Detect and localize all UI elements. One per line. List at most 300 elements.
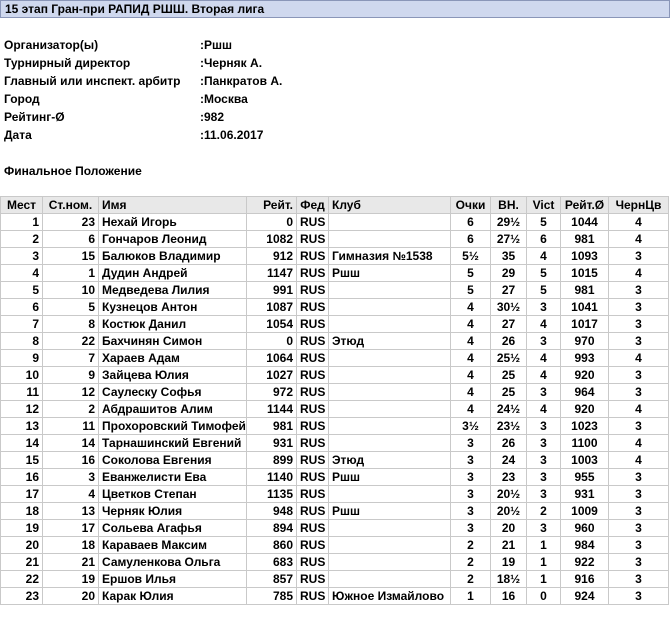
col-victories-cell: 3 — [527, 452, 561, 469]
col-rating-cell: 1147 — [247, 265, 297, 282]
col-black-games-cell: 3 — [609, 469, 669, 486]
col-club-cell — [329, 520, 451, 537]
info-row-rating — [4, 108, 282, 126]
col-black-games-cell: 3 — [609, 282, 669, 299]
col-name-cell: Караваев Максим — [99, 537, 247, 554]
col-rating-cell: 1144 — [247, 401, 297, 418]
col-victories-cell: 3 — [527, 333, 561, 350]
header-col-club: Клуб — [329, 197, 451, 214]
col-federation-cell: RUS — [297, 401, 329, 418]
col-rating-cell: 0 — [247, 333, 297, 350]
col-place-cell: 16 — [1, 469, 43, 486]
col-avg-rating-cell: 964 — [561, 384, 609, 401]
col-place-cell: 21 — [1, 554, 43, 571]
header-col-start-number: Ст.ном. — [43, 197, 99, 214]
info-label: Организатор(ы) — [4, 38, 99, 52]
table-row — [1, 588, 669, 605]
col-start-number-cell: 4 — [43, 486, 99, 503]
col-rating-cell: 899 — [247, 452, 297, 469]
col-points-cell: 3 — [451, 435, 491, 452]
col-avg-rating-cell: 924 — [561, 588, 609, 605]
col-federation-cell: RUS — [297, 367, 329, 384]
col-victories-cell: 3 — [527, 486, 561, 503]
col-black-games-cell: 4 — [609, 452, 669, 469]
col-place-cell: 18 — [1, 503, 43, 520]
table-row — [1, 265, 669, 282]
col-start-number-cell: 17 — [43, 520, 99, 537]
col-points-cell: 5 — [451, 265, 491, 282]
col-points-cell: 6 — [451, 231, 491, 248]
table-row — [1, 520, 669, 537]
col-place-cell: 14 — [1, 435, 43, 452]
col-name-cell: Самуленкова Ольга — [99, 554, 247, 571]
col-club-cell — [329, 367, 451, 384]
col-victories-cell: 5 — [527, 265, 561, 282]
col-victories-cell: 6 — [527, 231, 561, 248]
col-name-cell: Бахчинян Симон — [99, 333, 247, 350]
table-row — [1, 299, 669, 316]
col-avg-rating-cell: 1017 — [561, 316, 609, 333]
col-black-games-cell: 3 — [609, 316, 669, 333]
col-club-cell — [329, 316, 451, 333]
col-avg-rating-cell: 1044 — [561, 214, 609, 231]
col-rating-cell: 1135 — [247, 486, 297, 503]
col-black-games-cell: 3 — [609, 520, 669, 537]
col-club-cell: Этюд — [329, 452, 451, 469]
table-body — [1, 214, 669, 605]
col-start-number-cell: 8 — [43, 316, 99, 333]
col-avg-rating-cell: 931 — [561, 486, 609, 503]
col-victories-cell: 3 — [527, 384, 561, 401]
header-col-victories: Vict — [527, 197, 561, 214]
col-club-cell — [329, 401, 451, 418]
info-row-organizer — [4, 36, 282, 54]
col-federation-cell: RUS — [297, 384, 329, 401]
col-place-cell: 3 — [1, 248, 43, 265]
col-black-games-cell: 4 — [609, 214, 669, 231]
col-rating-cell: 683 — [247, 554, 297, 571]
col-place-cell: 7 — [1, 316, 43, 333]
col-federation-cell: RUS — [297, 282, 329, 299]
col-points-cell: 1 — [451, 588, 491, 605]
col-buchholz-cell: 20½ — [491, 503, 527, 520]
col-victories-cell: 0 — [527, 588, 561, 605]
col-federation-cell: RUS — [297, 214, 329, 231]
col-place-cell: 5 — [1, 282, 43, 299]
col-black-games-cell: 4 — [609, 231, 669, 248]
col-federation-cell: RUS — [297, 418, 329, 435]
col-buchholz-cell: 19 — [491, 554, 527, 571]
col-victories-cell: 1 — [527, 571, 561, 588]
col-buchholz-cell: 25 — [491, 367, 527, 384]
col-federation-cell: RUS — [297, 503, 329, 520]
info-label: Главный или инспект. арбитр — [4, 74, 181, 88]
col-name-cell: Прохоровский Тимофей — [99, 418, 247, 435]
col-black-games-cell: 3 — [609, 418, 669, 435]
col-federation-cell: RUS — [297, 486, 329, 503]
col-victories-cell: 3 — [527, 469, 561, 486]
col-black-games-cell: 3 — [609, 537, 669, 554]
col-name-cell: Соколова Евгения — [99, 452, 247, 469]
col-victories-cell: 4 — [527, 316, 561, 333]
info-separator: : — [200, 128, 204, 142]
col-start-number-cell: 13 — [43, 503, 99, 520]
col-avg-rating-cell: 920 — [561, 401, 609, 418]
header-col-buchholz: ВН. — [491, 197, 527, 214]
col-rating-cell: 1082 — [247, 231, 297, 248]
info-value: Ршш — [204, 38, 233, 52]
col-name-cell: Черняк Юлия — [99, 503, 247, 520]
col-black-games-cell: 3 — [609, 299, 669, 316]
col-avg-rating-cell: 960 — [561, 520, 609, 537]
col-avg-rating-cell: 1023 — [561, 418, 609, 435]
col-avg-rating-cell: 955 — [561, 469, 609, 486]
col-victories-cell: 4 — [527, 367, 561, 384]
col-black-games-cell: 3 — [609, 503, 669, 520]
col-start-number-cell: 19 — [43, 571, 99, 588]
table-row — [1, 214, 669, 231]
col-place-cell: 17 — [1, 486, 43, 503]
table-row — [1, 333, 669, 350]
header-col-black-games: ЧернЦв — [609, 197, 669, 214]
col-start-number-cell: 6 — [43, 231, 99, 248]
info-separator: : — [200, 110, 204, 124]
info-row-city — [4, 90, 282, 108]
col-buchholz-cell: 26 — [491, 333, 527, 350]
col-federation-cell: RUS — [297, 231, 329, 248]
col-points-cell: 2 — [451, 571, 491, 588]
col-name-cell: Зайцева Юлия — [99, 367, 247, 384]
col-federation-cell: RUS — [297, 520, 329, 537]
table-row — [1, 537, 669, 554]
col-points-cell: 3 — [451, 503, 491, 520]
col-victories-cell: 4 — [527, 248, 561, 265]
col-victories-cell: 5 — [527, 282, 561, 299]
col-start-number-cell: 2 — [43, 401, 99, 418]
col-avg-rating-cell: 1003 — [561, 452, 609, 469]
col-rating-cell: 981 — [247, 418, 297, 435]
col-club-cell — [329, 350, 451, 367]
col-start-number-cell: 21 — [43, 554, 99, 571]
standings-table — [0, 196, 669, 605]
col-federation-cell: RUS — [297, 316, 329, 333]
col-points-cell: 3 — [451, 452, 491, 469]
table-row — [1, 350, 669, 367]
header-col-points: Очки — [451, 197, 491, 214]
col-avg-rating-cell: 984 — [561, 537, 609, 554]
col-victories-cell: 3 — [527, 418, 561, 435]
info-label: Турнирный директор — [4, 56, 131, 70]
col-rating-cell: 931 — [247, 435, 297, 452]
col-black-games-cell: 3 — [609, 367, 669, 384]
col-rating-cell: 0 — [247, 214, 297, 231]
col-victories-cell: 1 — [527, 537, 561, 554]
col-buchholz-cell: 16 — [491, 588, 527, 605]
col-avg-rating-cell: 1015 — [561, 265, 609, 282]
col-black-games-cell: 4 — [609, 350, 669, 367]
col-points-cell: 2 — [451, 537, 491, 554]
col-start-number-cell: 15 — [43, 248, 99, 265]
info-value: Черняк А. — [204, 56, 263, 70]
table-row — [1, 231, 669, 248]
col-club-cell — [329, 486, 451, 503]
col-buchholz-cell: 23 — [491, 469, 527, 486]
col-points-cell: 2 — [451, 554, 491, 571]
col-place-cell: 2 — [1, 231, 43, 248]
col-federation-cell: RUS — [297, 554, 329, 571]
table-row — [1, 367, 669, 384]
col-name-cell: Костюк Данил — [99, 316, 247, 333]
col-avg-rating-cell: 970 — [561, 333, 609, 350]
col-name-cell: Нехай Игорь — [99, 214, 247, 231]
col-federation-cell: RUS — [297, 588, 329, 605]
table-row — [1, 571, 669, 588]
col-rating-cell: 948 — [247, 503, 297, 520]
col-points-cell: 4 — [451, 384, 491, 401]
col-victories-cell: 4 — [527, 350, 561, 367]
col-points-cell: 5 — [451, 282, 491, 299]
col-buchholz-cell: 30½ — [491, 299, 527, 316]
col-avg-rating-cell: 981 — [561, 282, 609, 299]
col-buchholz-cell: 27½ — [491, 231, 527, 248]
table-row — [1, 384, 669, 401]
table-row — [1, 435, 669, 452]
col-federation-cell: RUS — [297, 537, 329, 554]
col-name-cell: Цветков Степан — [99, 486, 247, 503]
col-avg-rating-cell: 920 — [561, 367, 609, 384]
col-start-number-cell: 16 — [43, 452, 99, 469]
col-federation-cell: RUS — [297, 333, 329, 350]
col-club-cell — [329, 231, 451, 248]
col-start-number-cell: 5 — [43, 299, 99, 316]
col-buchholz-cell: 20½ — [491, 486, 527, 503]
col-place-cell: 9 — [1, 350, 43, 367]
col-start-number-cell: 9 — [43, 367, 99, 384]
col-black-games-cell: 3 — [609, 333, 669, 350]
col-buchholz-cell: 35 — [491, 248, 527, 265]
table-row — [1, 554, 669, 571]
col-rating-cell: 1087 — [247, 299, 297, 316]
info-separator: : — [200, 92, 204, 106]
col-black-games-cell: 3 — [609, 248, 669, 265]
header-col-avg-rating: Рейт.Ø — [561, 197, 609, 214]
header-col-federation: Фед — [297, 197, 329, 214]
col-place-cell: 13 — [1, 418, 43, 435]
col-start-number-cell: 12 — [43, 384, 99, 401]
col-place-cell: 22 — [1, 571, 43, 588]
table-row — [1, 469, 669, 486]
col-federation-cell: RUS — [297, 571, 329, 588]
col-place-cell: 19 — [1, 520, 43, 537]
col-club-cell — [329, 554, 451, 571]
info-row-date — [4, 126, 282, 144]
info-value: Панкратов А. — [204, 74, 283, 88]
table-row — [1, 316, 669, 333]
col-place-cell: 20 — [1, 537, 43, 554]
col-buchholz-cell: 27 — [491, 316, 527, 333]
col-rating-cell: 1054 — [247, 316, 297, 333]
col-federation-cell: RUS — [297, 248, 329, 265]
col-start-number-cell: 18 — [43, 537, 99, 554]
col-name-cell: Ершов Илья — [99, 571, 247, 588]
table-header-row — [1, 197, 669, 214]
info-label: Дата — [4, 128, 32, 142]
col-avg-rating-cell: 1009 — [561, 503, 609, 520]
page-title: 15 этап Гран-при РАПИД РШШ. Вторая лига — [0, 0, 670, 18]
col-avg-rating-cell: 916 — [561, 571, 609, 588]
col-start-number-cell: 11 — [43, 418, 99, 435]
col-name-cell: Абдрашитов Алим — [99, 401, 247, 418]
col-federation-cell: RUS — [297, 350, 329, 367]
col-federation-cell: RUS — [297, 435, 329, 452]
col-club-cell — [329, 384, 451, 401]
col-rating-cell: 991 — [247, 282, 297, 299]
col-club-cell — [329, 537, 451, 554]
col-points-cell: 5½ — [451, 248, 491, 265]
table-row — [1, 503, 669, 520]
col-points-cell: 3 — [451, 469, 491, 486]
col-club-cell — [329, 282, 451, 299]
col-rating-cell: 1140 — [247, 469, 297, 486]
col-start-number-cell: 7 — [43, 350, 99, 367]
col-victories-cell: 3 — [527, 435, 561, 452]
col-place-cell: 1 — [1, 214, 43, 231]
info-value: 11.06.2017 — [204, 128, 264, 142]
col-start-number-cell: 22 — [43, 333, 99, 350]
col-victories-cell: 4 — [527, 401, 561, 418]
col-points-cell: 3 — [451, 486, 491, 503]
col-rating-cell: 785 — [247, 588, 297, 605]
col-avg-rating-cell: 981 — [561, 231, 609, 248]
info-value: Москва — [204, 92, 248, 106]
col-buchholz-cell: 29 — [491, 265, 527, 282]
col-place-cell: 23 — [1, 588, 43, 605]
col-black-games-cell: 3 — [609, 554, 669, 571]
col-points-cell: 4 — [451, 333, 491, 350]
col-points-cell: 4 — [451, 350, 491, 367]
col-black-games-cell: 3 — [609, 571, 669, 588]
col-buchholz-cell: 25 — [491, 384, 527, 401]
col-rating-cell: 1064 — [247, 350, 297, 367]
col-rating-cell: 894 — [247, 520, 297, 537]
col-name-cell: Медведева Лилия — [99, 282, 247, 299]
info-separator: : — [200, 38, 204, 52]
col-federation-cell: RUS — [297, 469, 329, 486]
col-club-cell: Ршш — [329, 469, 451, 486]
info-separator: : — [200, 74, 204, 88]
col-black-games-cell: 4 — [609, 265, 669, 282]
col-rating-cell: 972 — [247, 384, 297, 401]
col-federation-cell: RUS — [297, 265, 329, 282]
col-victories-cell: 2 — [527, 503, 561, 520]
col-points-cell: 4 — [451, 367, 491, 384]
col-points-cell: 4 — [451, 299, 491, 316]
col-name-cell: Балюков Владимир — [99, 248, 247, 265]
col-start-number-cell: 23 — [43, 214, 99, 231]
col-avg-rating-cell: 993 — [561, 350, 609, 367]
col-black-games-cell: 4 — [609, 435, 669, 452]
col-rating-cell: 860 — [247, 537, 297, 554]
col-black-games-cell: 3 — [609, 486, 669, 503]
col-black-games-cell: 3 — [609, 384, 669, 401]
col-start-number-cell: 1 — [43, 265, 99, 282]
col-victories-cell: 3 — [527, 299, 561, 316]
col-buchholz-cell: 26 — [491, 435, 527, 452]
table-row — [1, 282, 669, 299]
info-value: 982 — [204, 110, 225, 124]
col-name-cell: Гончаров Леонид — [99, 231, 247, 248]
info-label: Город — [4, 92, 40, 106]
col-name-cell: Кузнецов Антон — [99, 299, 247, 316]
col-avg-rating-cell: 1100 — [561, 435, 609, 452]
col-place-cell: 6 — [1, 299, 43, 316]
col-place-cell: 8 — [1, 333, 43, 350]
table-row — [1, 452, 669, 469]
col-club-cell: Этюд — [329, 333, 451, 350]
col-buchholz-cell: 24½ — [491, 401, 527, 418]
col-club-cell — [329, 418, 451, 435]
header-col-place: Мест — [1, 197, 43, 214]
col-start-number-cell: 10 — [43, 282, 99, 299]
col-name-cell: Еванжелисти Ева — [99, 469, 247, 486]
col-name-cell: Карак Юлия — [99, 588, 247, 605]
col-points-cell: 3 — [451, 520, 491, 537]
col-place-cell: 10 — [1, 367, 43, 384]
col-club-cell: Гимназия №1538 — [329, 248, 451, 265]
col-avg-rating-cell: 1093 — [561, 248, 609, 265]
col-federation-cell: RUS — [297, 452, 329, 469]
col-name-cell: Сольева Агафья — [99, 520, 247, 537]
col-buchholz-cell: 18½ — [491, 571, 527, 588]
col-place-cell: 15 — [1, 452, 43, 469]
col-place-cell: 4 — [1, 265, 43, 282]
col-name-cell: Хараев Адам — [99, 350, 247, 367]
col-club-cell: Ршш — [329, 503, 451, 520]
col-club-cell: Ршш — [329, 265, 451, 282]
tournament-info — [4, 36, 282, 144]
col-victories-cell: 5 — [527, 214, 561, 231]
col-club-cell: Южное Измайлово — [329, 588, 451, 605]
col-avg-rating-cell: 922 — [561, 554, 609, 571]
table-row — [1, 248, 669, 265]
col-black-games-cell: 3 — [609, 588, 669, 605]
col-federation-cell: RUS — [297, 299, 329, 316]
header-col-name: Имя — [99, 197, 247, 214]
col-name-cell: Тарнашинский Евгений — [99, 435, 247, 452]
col-name-cell: Саулеску Софья — [99, 384, 247, 401]
col-club-cell — [329, 214, 451, 231]
col-buchholz-cell: 24 — [491, 452, 527, 469]
col-buchholz-cell: 21 — [491, 537, 527, 554]
col-rating-cell: 857 — [247, 571, 297, 588]
col-points-cell: 4 — [451, 401, 491, 418]
info-row-arbiter — [4, 72, 282, 90]
col-club-cell — [329, 435, 451, 452]
col-buchholz-cell: 29½ — [491, 214, 527, 231]
col-buchholz-cell: 20 — [491, 520, 527, 537]
col-victories-cell: 3 — [527, 520, 561, 537]
col-avg-rating-cell: 1041 — [561, 299, 609, 316]
table-row — [1, 486, 669, 503]
col-place-cell: 12 — [1, 401, 43, 418]
info-row-director — [4, 54, 282, 72]
col-place-cell: 11 — [1, 384, 43, 401]
header-col-rating: Рейт. — [247, 197, 297, 214]
col-rating-cell: 1027 — [247, 367, 297, 384]
col-name-cell: Дудин Андрей — [99, 265, 247, 282]
col-buchholz-cell: 25½ — [491, 350, 527, 367]
col-buchholz-cell: 27 — [491, 282, 527, 299]
